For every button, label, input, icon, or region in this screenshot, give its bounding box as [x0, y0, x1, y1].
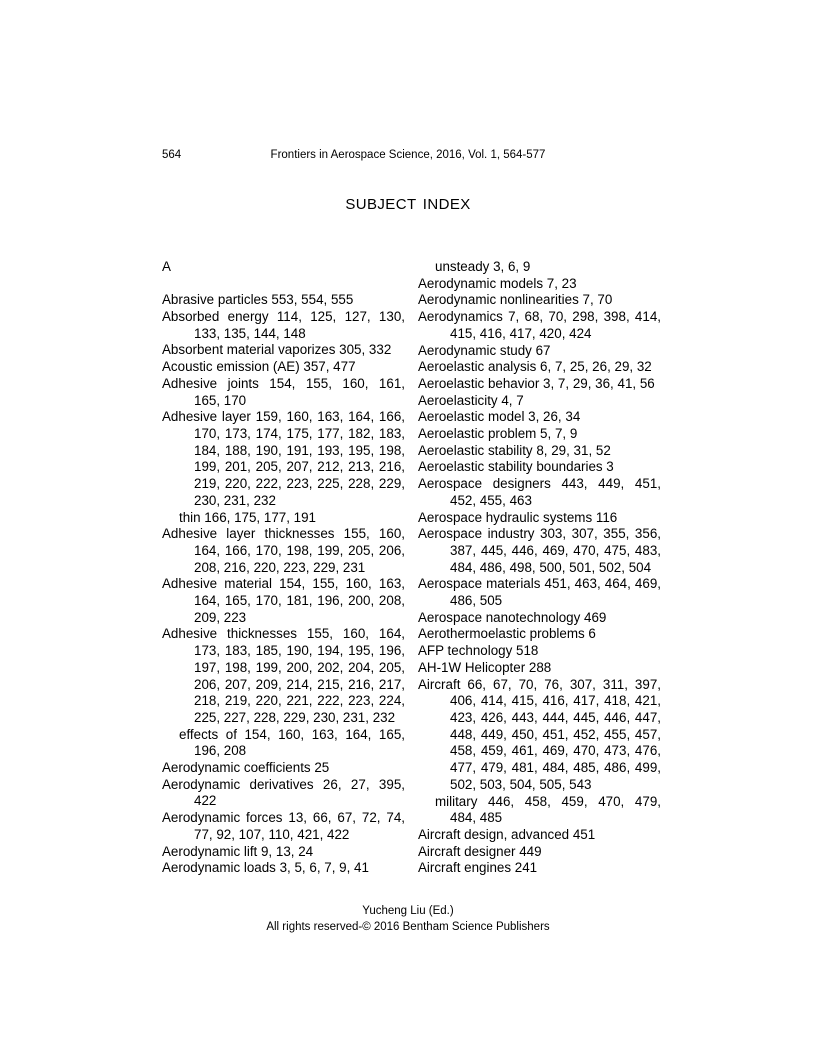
index-entry-line: Aerospace materials 451, 463, 464, 469,: [418, 576, 661, 592]
index-entry: [418, 526, 661, 576]
index-entry-line: 486, 505: [450, 593, 503, 609]
index-entry: [162, 777, 405, 810]
index-entry-line: Aircraft design, advanced 451: [418, 826, 596, 842]
index-entry: [162, 409, 405, 509]
index-entry-line: AFP technology 518: [418, 643, 539, 659]
index-entry-line: 199, 201, 205, 207, 212, 213, 216,: [194, 459, 405, 475]
index-entry: [418, 426, 661, 443]
index-entry-line: Aerodynamic loads 3, 5, 6, 7, 9, 41: [162, 860, 369, 876]
index-entry: [162, 342, 405, 359]
index-entry-line: Aeroelasticity 4, 7: [418, 392, 524, 408]
index-entry-line: 484, 485: [450, 810, 503, 826]
index-entry: [418, 626, 661, 643]
index-entry-line: Aerodynamic models 7, 23: [418, 275, 577, 291]
index-entry-line: 77, 92, 107, 110, 421, 422: [194, 826, 350, 842]
index-entry-line: military 446, 458, 459, 470, 479,: [435, 793, 661, 809]
index-entry-line: 170, 173, 174, 175, 177, 182, 183,: [194, 426, 405, 441]
index-entry-line: Aerodynamic lift 9, 13, 24: [162, 843, 314, 859]
index-entry: [418, 610, 661, 627]
index-entry-line: Aeroelastic stability boundaries 3: [418, 459, 614, 475]
index-columns: [162, 259, 661, 877]
index-entry-line: Aeroelastic analysis 6, 7, 25, 26, 29, 32: [418, 359, 652, 375]
index-entry-line: 218, 219, 220, 221, 222, 223, 224,: [194, 693, 405, 709]
index-entry-line: 184, 188, 190, 191, 193, 195, 198,: [194, 442, 405, 458]
index-entry: [162, 510, 405, 527]
index-entry: [162, 292, 405, 309]
index-entry-line: Aerodynamics 7, 68, 70, 298, 398, 414,: [418, 309, 661, 325]
index-entry-line: 422: [194, 793, 217, 809]
index-entry-line: 406, 414, 415, 416, 417, 418, 421,: [450, 693, 661, 709]
index-entry: [418, 827, 661, 844]
index-entry-line: Aerodynamic study 67: [418, 342, 551, 358]
index-entry-line: Aerodynamic derivatives 26, 27, 395,: [162, 776, 405, 792]
index-entry-line: 477, 479, 481, 484, 485, 486, 499,: [450, 760, 661, 776]
index-entry-line: 448, 449, 450, 451, 452, 455, 457,: [450, 726, 661, 742]
index-entry-line: 387, 445, 446, 469, 470, 475, 483,: [450, 542, 661, 558]
index-entry-line: 209, 223: [194, 609, 247, 625]
index-entry-line: Aerospace nanotechnology 469: [418, 609, 607, 625]
index-entry-line: thin 166, 175, 177, 191: [179, 509, 316, 525]
index-entry-line: Absorbent material vaporizes 305, 332: [162, 342, 392, 358]
index-entry-line: Adhesive layer thicknesses 155, 160,: [162, 526, 405, 542]
index-entry-line: 219, 220, 222, 223, 225, 228, 229,: [194, 476, 405, 492]
index-entry-line: 415, 416, 417, 420, 424: [450, 325, 592, 341]
index-entry: [162, 760, 405, 777]
index-entry-line: 196, 208: [194, 743, 247, 759]
index-entry-line: 502, 503, 504, 505, 543: [450, 776, 592, 792]
index-entry-line: Aerospace hydraulic systems 116: [418, 509, 618, 525]
index-entry-line: Aerospace designers 443, 449, 451,: [418, 476, 661, 492]
index-entry-line: Adhesive layer 159, 160, 163, 164, 166,: [162, 409, 405, 425]
index-entry: [418, 276, 661, 293]
index-entry: [162, 844, 405, 861]
page-number: 564: [162, 149, 182, 161]
index-entry: [418, 794, 661, 827]
page-title: SUBJECT INDEX: [345, 196, 471, 213]
index-entry: [418, 576, 661, 609]
index-entry-line: Aerodynamic forces 13, 66, 67, 72, 74,: [162, 810, 405, 826]
index-entry: [162, 626, 405, 726]
index-entry: [162, 576, 405, 626]
index-entry: [418, 510, 661, 527]
index-entry: [418, 343, 661, 360]
index-entry-line: 452, 455, 463: [450, 492, 532, 508]
index-entry-line: Aeroelastic behavior 3, 7, 29, 36, 41, 56: [418, 375, 655, 391]
index-entry: [162, 376, 405, 409]
index-entry-line: unsteady 3, 6, 9: [435, 259, 531, 274]
index-entry-line: 164, 166, 170, 198, 199, 205, 206,: [194, 542, 405, 558]
index-entry: [418, 309, 661, 342]
index-entry-line: 230, 231, 232: [194, 492, 276, 508]
index-entry-line: Absorbed energy 114, 125, 127, 130,: [162, 309, 405, 325]
index-entry-line: 458, 459, 461, 469, 470, 473, 476,: [450, 743, 661, 759]
index-entry: [418, 643, 661, 660]
running-head: [0, 148, 816, 162]
index-entry-line: Aeroelastic model 3, 26, 34: [418, 409, 581, 425]
index-entry-line: Adhesive thicknesses 155, 160, 164,: [162, 626, 405, 642]
index-entry: [162, 810, 405, 843]
index-entry-line: 164, 165, 170, 181, 196, 200, 208,: [194, 593, 405, 609]
page-footer: [0, 904, 816, 935]
index-entry-line: Abrasive particles 553, 554, 555: [162, 292, 354, 308]
index-entry: [418, 359, 661, 376]
running-title: Frontiers in Aerospace Science, 2016, Vol. 1, 564-577: [270, 149, 546, 161]
index-entry: [418, 292, 661, 309]
index-entry-line: Adhesive material 154, 155, 160, 163,: [162, 576, 405, 592]
index-entry: [418, 409, 661, 426]
index-entry: [418, 376, 661, 393]
index-entry-line: Aeroelastic stability 8, 29, 31, 52: [418, 442, 611, 458]
index-entry: [162, 860, 405, 877]
index-entry: [162, 727, 405, 760]
index-entry-line: Aircraft designer 449: [418, 843, 542, 859]
index-entry-line: 225, 227, 228, 229, 230, 231, 232: [194, 709, 396, 725]
index-entry-line: AH-1W Helicopter 288: [418, 659, 552, 675]
section-spacer: [162, 276, 405, 293]
index-entry-line: Aerospace industry 303, 307, 355, 356,: [418, 526, 661, 542]
index-entry-line: 173, 183, 185, 190, 194, 195, 196,: [194, 643, 405, 659]
index-entry-line: 165, 170: [194, 392, 247, 408]
index-column-left: [162, 259, 405, 877]
section-letter: A: [162, 259, 171, 274]
index-entry: [418, 459, 661, 476]
index-entry: [162, 359, 405, 376]
index-entry: [418, 660, 661, 677]
index-entry-line: effects of 154, 160, 163, 164, 165,: [179, 726, 405, 742]
index-entry-line: Adhesive joints 154, 155, 160, 161,: [162, 375, 405, 391]
index-entry: [162, 526, 405, 576]
index-entry: [418, 860, 661, 877]
index-entry: [418, 259, 661, 276]
index-entry: [162, 309, 405, 342]
index-entry-line: Aerothermoelastic problems 6: [418, 626, 596, 642]
footer-editor: Yucheng Liu (Ed.): [362, 905, 454, 917]
index-entry: [418, 393, 661, 410]
index-entry-line: 423, 426, 443, 444, 445, 446, 447,: [450, 709, 661, 725]
index-column-right: [418, 259, 661, 877]
index-entry-line: Acoustic emission (AE) 357, 477: [162, 359, 356, 375]
index-entry-line: Aircraft engines 241: [418, 860, 538, 876]
index-entry: [418, 677, 661, 794]
index-entry: [418, 844, 661, 861]
index-entry-line: 206, 207, 209, 214, 215, 216, 217,: [194, 676, 405, 692]
index-entry-line: 484, 486, 498, 500, 501, 502, 504: [450, 559, 652, 575]
index-entry-line: 208, 216, 220, 223, 229, 231: [194, 559, 366, 575]
index-entry-line: Aeroelastic problem 5, 7, 9: [418, 426, 578, 442]
index-entry-line: 197, 198, 199, 200, 202, 204, 205,: [194, 659, 405, 675]
index-entry-line: Aerodynamic nonlinearities 7, 70: [418, 292, 613, 308]
index-entry-line: Aerodynamic coefficients 25: [162, 760, 330, 776]
index-entry-line: Aircraft 66, 67, 70, 76, 307, 311, 397,: [418, 676, 661, 692]
index-entry: [418, 443, 661, 460]
footer-copyright: All rights reserved-© 2016 Bentham Science Publishers: [266, 920, 550, 933]
index-entry-line: 133, 135, 144, 148: [194, 325, 306, 341]
index-entry: [418, 476, 661, 509]
